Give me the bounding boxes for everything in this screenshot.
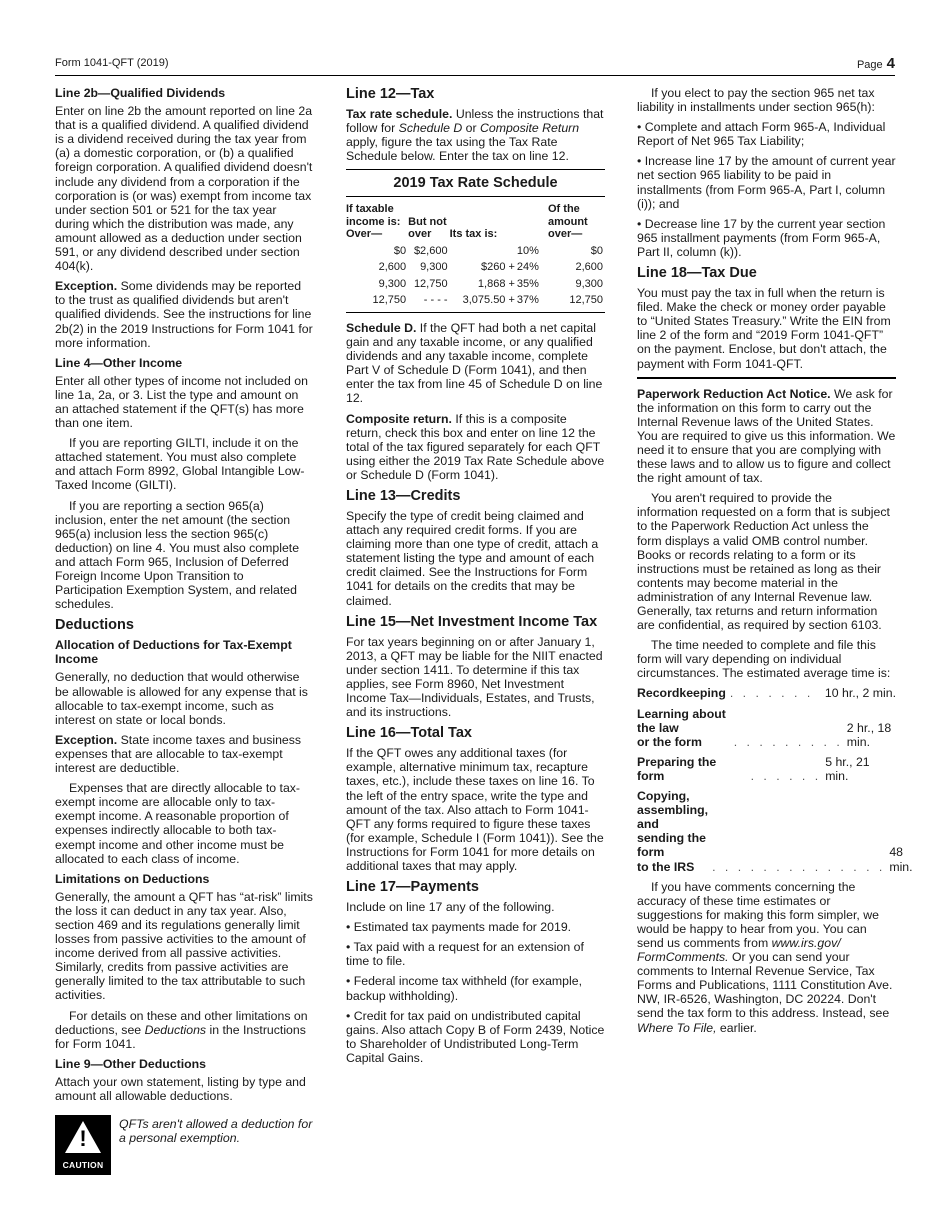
para-time: The time needed to complete and file this form will vary depending on individual circumstances. The estimated average time is: — [637, 638, 891, 681]
heading-line18: Line 18—Tax Due — [637, 265, 757, 282]
para-line15: For tax years beginning on or after January 1, 2013, a QFT may be liable for the NIIT enacted under section 1411. To determine if this tax applies, see Form 8960, Net Investment Income Tax—Individuals, Estates, and Trusts, and its instructions. — [346, 634, 603, 720]
estimate-copying: Copying, assembling, and sending the form to the IRS . . . . . . . . . . . . . . 48 min. — [637, 789, 913, 874]
heading-line4: Line 4—Other Income — [55, 355, 183, 370]
table-row: $0 $2,600 10% $0 — [393, 244, 603, 257]
list-item: • Estimated tax payments made for 2019. — [346, 920, 572, 935]
list-item: • Credit for tax paid on undistributed capital gains. Also attach Copy B of Form 2439, Notice to Shareholder of Undistributed Long-Term Capital Gains. — [346, 1008, 605, 1065]
para-line16: If the QFT owes any additional taxes (for example, alternative minimum tax, recapture taxes, etc.), include these taxes on line 16. To the left of the entry space, write the type and amount of the tax. Also attach to Form 1041-QFT any forms required to figure these taxes (for example, Schedule I (Form 1041)). See the Instructions for Form 1041 for more details on additional taxes that may apply. — [346, 746, 604, 873]
list-item: • Federal income tax withheld (for example, backup withholding). — [346, 974, 583, 1003]
para-exception2: Exception. State income taxes and business expenses that are allocable to tax-exempt interest are deductible. — [55, 732, 302, 776]
table-row: 9,300 12,750 1,868 + 35% 9,300 — [378, 277, 603, 290]
heading-allocation: Allocation of Deductions for Tax-Exempt Income — [55, 638, 292, 667]
caution-label: CAUTION — [62, 1160, 104, 1170]
heading-line16: Line 16—Total Tax — [346, 725, 472, 742]
column-right — [637, 86, 913, 1041]
col-header — [517, 197, 548, 243]
para-line13: Specify the type of credit being claimed and attach any required credit forms. If you are claiming more than one type of credit, attach a statement listing the type and amount of each credit claimed. See the Instructions for Form 1041 for details on the credits that may be claimed. — [346, 509, 599, 608]
col-header: If taxable income is: Over— — [346, 203, 401, 241]
para-expenses: Expenses that are directly allocable to tax-exempt income are allocable only to tax-exempt income. A reasonable proportion of expenses indirectly allocable to both tax-exempt income and other income must be allocated to each class of income. — [55, 781, 301, 866]
page-number: 4 — [886, 55, 895, 72]
heading-line15: Line 15—Net Investment Income Tax — [346, 613, 598, 630]
list-item: • Tax paid with a request for an extension of time to file. — [346, 940, 584, 969]
para-line18: You must pay the tax in full when the return is filed. Make the check or money order payable to “United States Treasury.” Write the EIN from line 2 of the form and “2019 Form 1041-QFT” on the payment. Enclose, but don't attach, the payment with Form 1041-QFT. — [637, 286, 891, 371]
caution-note — [55, 1115, 314, 1175]
estimate-preparing: Preparing the form . . . . . . 5 hr., 21 min. — [637, 754, 870, 783]
list-item: • Complete and attach Form 965-A, Individual Report of Net 965 Tax Liability; — [637, 120, 886, 149]
table-row: 12,750 - - - - 3,075.50 + 37% 12,750 — [372, 294, 603, 307]
para-limitations: Generally, the amount a QFT has “at-risk” limits the loss it can deduct in any tax year. Also, section 469 and its regulations generally limit losses from passive activities to the amount of income derived from all passive activities. Similarly, credits from passive activities are generally limited to the tax attributable to such activities. — [55, 889, 313, 1003]
estimate-learning: Learning about the law or the form . . . . . . . . . 2 hr., 18 min. — [637, 706, 892, 749]
heading-line9: Line 9—Other Deductions — [55, 1056, 206, 1071]
tax-rate-schedule-title: 2019 Tax Rate Schedule — [346, 170, 605, 197]
table-row: 2,600 9,300 $260 + 24% 2,600 — [378, 261, 603, 274]
para-line4: Enter all other types of income not included on line 1a, 2a, or 3. List the type and amount on an attached statement if the QFT(s) has more than one item. — [55, 373, 308, 431]
column-middle — [346, 86, 605, 1071]
para-schedule-d: Schedule D. If the QFT had both a net capital gain and any taxable income, or any qualified dividends and any taxable income, complete Part V of Schedule D (Form 1041), and then enter the tax from line 45 of Schedule D on line 12. — [346, 320, 603, 406]
para-allocation: Generally, no deduction that would otherwise be allowable is allowed for any expense that is allocable to tax-exempt income, such as interest on state or local bonds. — [55, 670, 308, 727]
para-taxrate: Tax rate schedule. Unless the instructions that follow for Schedule D or Composite Return apply, figure the tax using the Tax Rate Schedule below. Enter the tax on line 12. — [346, 107, 604, 164]
para-composite: Composite return. If this is a composite return, check this box and enter on line 12 the total of the tax figured separately for each QFT using either the 2019 Tax Rate Schedule above or Schedule D (Form 1041). — [346, 411, 605, 482]
col-header: Its tax is: — [449, 228, 498, 241]
col-header: Of the amount over— — [548, 203, 588, 241]
para-gilti: If you are reporting GILTI, include it on the attached statement. You must also complete and attach Form 8992, Global Intangible Low-Taxed Income (GILTI). — [55, 436, 305, 493]
page-label: Page — [856, 59, 883, 71]
para-965: If you are reporting a section 965(a) inclusion, enter the net amount (the section 965(a) inclusion less the section 965(c) deduction) on line 4. You must also complete and attach Form 965, Inclusion of Deferred Foreign Income Upon Transition to Participation Exemption System, and related schedules. — [55, 498, 300, 612]
para-details: For details on these and other limitations on deductions, see Deductions in the Instructions for Form 1041. — [55, 1008, 308, 1051]
form-title: Form 1041-QFT (2019) — [55, 57, 169, 69]
para-line17: Include on line 17 any of the following. — [346, 900, 555, 915]
heading-limitations: Limitations on Deductions — [55, 871, 210, 886]
heading-line13: Line 13—Credits — [346, 488, 461, 504]
section-divider — [637, 377, 896, 379]
list-item: • Increase line 17 by the amount of current year net section 965 liability to be paid in installments (from Form 965-A, Part I, column (i)); and — [637, 154, 896, 211]
list-item: • Decrease line 17 by the current year section 965 installment payments (from Form 965-A, Part II, column (k)). — [637, 216, 886, 259]
heading-line12: Line 12—Tax — [346, 86, 435, 102]
estimate-recordkeeping: Recordkeeping . . . . . . . 10 hr., 2 min. — [637, 686, 896, 701]
para-pra: Paperwork Reduction Act Notice. We ask for the information on this form to carry out the Internal Revenue laws of the United States. You are required to give us this information. We need it to ensure that you are complying with these laws and to allow us to figure and collect the right amount of tax. — [637, 386, 896, 486]
para-not-required: You aren't required to provide the information requested on a form that is subject to the Paperwork Reduction Act unless the form displays a valid OMB control number. Books or records relating to a form or its instructions must be retained as long as their contents may become material in the administration of any Internal Revenue law. Generally, tax returns and return information are confidential, as required by section 6103. — [637, 491, 890, 633]
para-elect: If you elect to pay the section 965 net tax liability in installments under section 965(h): — [637, 86, 875, 115]
page-header — [55, 55, 895, 76]
para-line2b: Enter on line 2b the amount reported on line 2a that is a qualified dividend. A qualified dividend is a dividend received during the tax year from (a) a domestic corporation, or (b) a qualified foreign corporation. A qualified dividend doesn't include any dividend from a corporation if the corporation is (or was) exempt from income tax under section 501 or 521 for the tax year during which the distribution was made, any amount allowed as a deduction under section 591, or any dividend described under section 404(k). — [55, 104, 313, 274]
caution-icon: ! CAUTION — [55, 1115, 111, 1175]
para-exception: Exception. Some dividends may be reported to the trust as qualified dividends but aren't qualified dividends. See the instructions for line 2b(2) in the 2019 Instructions for Form 1041 for more information. — [55, 279, 313, 350]
col-header: But not over — [408, 215, 447, 241]
heading-line17: Line 17—Payments — [346, 879, 479, 896]
para-line9: Attach your own statement, listing by type and amount all allowable deductions. — [55, 1074, 306, 1103]
heading-deductions: Deductions — [55, 617, 134, 634]
heading-line2b: Line 2b—Qualified Dividends — [55, 86, 226, 100]
para-comments: If you have comments concerning the accuracy of these time estimates or suggestions for making this form simpler, we would be happy to hear from you. You can send us comments from www.irs.gov/ FormComments. Or you can send your comments to Internal Revenue Service, Tax Forms and Publications, 1111 Constitution Ave. NW, IR-6526, Washington, DC 20224. Don't send the tax form to this address. Instead, see Where To File, earlier. — [637, 879, 893, 1035]
page-indicator — [857, 55, 895, 72]
tax-rate-schedule — [346, 169, 605, 313]
column-left — [55, 86, 314, 1175]
tax-rate-table — [346, 197, 605, 312]
caution-text: QFTs aren't allowed a deduction for a personal exemption. — [119, 1117, 313, 1146]
